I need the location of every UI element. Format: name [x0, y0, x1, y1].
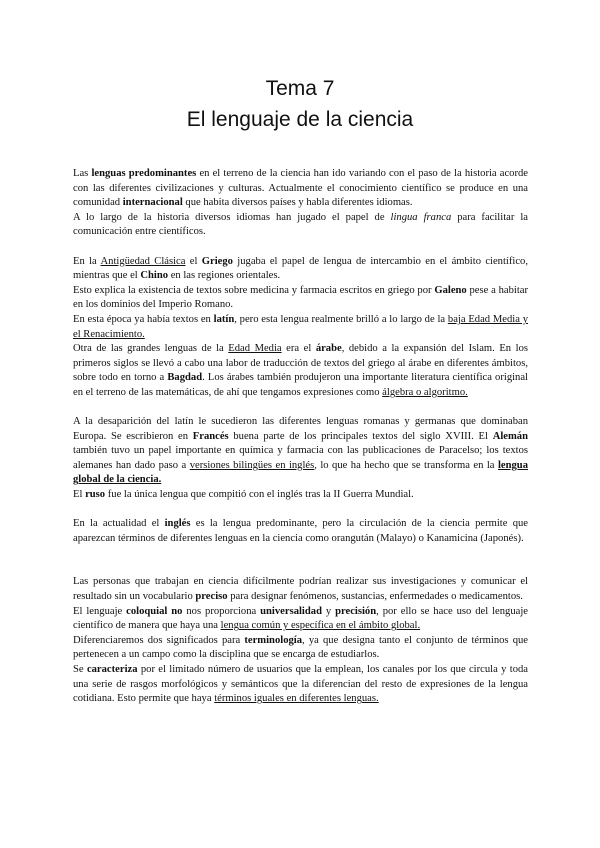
text-run: el: [185, 255, 202, 267]
text-run: en el terreno de la ciencia han ido variando con el paso de la historia acorde con las diferentes civilizaciones y culturas. Actualmente el conocimiento científico se produce en una comunidad: [73, 168, 529, 209]
body-paragraph: [73, 342, 528, 400]
title-line-2: El lenguaje de la ciencia: [186, 108, 414, 131]
body-paragraph: [73, 634, 528, 663]
bold-text: lenguas predominantes: [91, 168, 197, 179]
text-run: para designar fenómenos, sustancias, enfermedades o medicamentos.: [227, 591, 523, 603]
text-run: A lo largo de la historia diversos idiomas han jugado el papel de: [73, 211, 391, 223]
underlined-text: álgebra o algoritmo.: [382, 386, 468, 398]
text-run: fue la única lengua que compitió con el inglés tras la II Guerra Mundial.: [105, 489, 414, 501]
text-run: . Los árabes también produjeron una importante literatura científica original en el terreno de las matemáticas, de ahí que tengamos expresiones como: [73, 372, 528, 398]
text-run: A la desaparición del latín le sucedieron las diferentes lenguas romanas y germanas que dominaban Europa. Se escribieron en: [73, 416, 528, 442]
bold-text: Bagdad: [167, 372, 203, 384]
bold-text: Griego: [201, 255, 233, 267]
bold-underlined-text: lengua global de la ciencia.: [73, 459, 528, 486]
text-run: también tuvo un papel importante en química y farmacia con las publicaciones de Paracelso; los textos alemanes han dado paso a: [73, 445, 528, 471]
body-paragraph: [73, 211, 528, 240]
text-run: Las personas que trabajan en ciencia difícilmente podrían realizar sus investigaciones y comunicar el resultado sin un vocabulario: [73, 576, 528, 603]
text-run: Esto explica la existencia de textos sobre medicina y farmacia escritos en griego por: [73, 284, 435, 296]
underlined-text: Antigüedad Clásica: [100, 255, 186, 267]
text-run: El lenguaje: [73, 605, 127, 617]
body-paragraph: [73, 605, 528, 634]
text-run: El: [73, 489, 86, 501]
body-paragraph: [73, 415, 528, 488]
underlined-text: baja Edad Media y el Renacimiento.: [73, 313, 529, 340]
title-line-1: Tema 7: [265, 77, 335, 100]
bold-text: terminología: [244, 634, 303, 646]
body-paragraph: [73, 255, 528, 284]
text-run: que habita diversos países y habla diferentes idiomas.: [182, 197, 413, 209]
bold-text: Chino: [140, 270, 169, 282]
text-run: En la actualidad el: [73, 518, 165, 530]
text-run: en las regiones orientales.: [168, 270, 281, 282]
body-paragraph: [73, 517, 528, 546]
document-title: [0, 73, 600, 135]
text-run: , por ello se hace uso del lenguaje científico de manera que haya una: [73, 605, 528, 632]
text-run: Se: [73, 664, 87, 675]
underlined-text: versiones bilingües en inglés: [189, 459, 315, 471]
bold-text: preciso: [195, 591, 228, 603]
text-run: Diferenciaremos dos significados para: [73, 634, 245, 646]
paragraph-spacer: [73, 240, 528, 255]
bold-text: Francés: [192, 430, 229, 442]
underlined-text: lengua común y específica en el ámbito global.: [220, 620, 421, 632]
text-run: buena parte de los principales textos del siglo XVIII. El: [228, 430, 493, 442]
body-paragraph: [73, 284, 528, 313]
paragraph-spacer: [73, 401, 528, 416]
italic-text: lingua franca: [390, 211, 452, 223]
underlined-text: Edad Media: [228, 343, 282, 355]
bold-text: internacional: [122, 197, 183, 209]
text-run: , debido a la expansión del Islam. En los primeros siglos se llevó a cabo una labor de traducción de textos del griego al árabe en diferentes ámbitos, sobre todo en torno a: [73, 343, 528, 384]
bold-text: universalidad: [260, 605, 322, 617]
text-run: Otra de las grandes lenguas de la: [73, 343, 229, 355]
bold-text: coloquial no: [126, 605, 183, 617]
text-run: pese a habitar en los dominios del Imperio Romano.: [73, 284, 529, 311]
bold-text: árabe: [315, 343, 342, 355]
text-run: y: [321, 605, 336, 617]
text-run: Las: [73, 168, 92, 179]
body-paragraph: [73, 575, 528, 604]
bold-text: inglés: [164, 518, 191, 530]
body-paragraph: [73, 488, 528, 503]
bold-text: precisión: [335, 605, 377, 617]
bold-text: ruso: [85, 489, 106, 501]
text-run: , pero esta lengua realmente brilló a lo largo de la: [234, 313, 448, 325]
bold-text: caracteriza: [86, 664, 138, 675]
body-paragraph: [73, 167, 528, 211]
bold-text: Galeno: [434, 284, 467, 296]
text-run: para facilitar la comunicación entre científicos.: [73, 211, 528, 238]
text-run: nos proporciona: [182, 605, 261, 617]
text-run: jugaba el papel de lengua de intercambio en el ámbito científico, mientras que el: [73, 255, 528, 282]
body-paragraph: [73, 313, 528, 342]
text-run: era el: [281, 343, 316, 355]
text-run: , lo que ha hecho que se transforma en la: [314, 459, 498, 471]
bold-text: latín: [213, 313, 235, 325]
text-run: por el limitado número de usuarios que la emplean, los canales por los que circula y toda una serie de rasgos morfológicos y semánticos que la diferencian del resto de expresiones de la lengua cotidiana. Esto permite que haya: [73, 664, 528, 705]
body-paragraph: [73, 663, 528, 707]
text-run: , ya que designa tanto el conjunto de términos que pertenecen a un campo como la disciplina que se encarga de estudiarlos.: [73, 634, 528, 661]
text-run: En esta época ya había textos en: [73, 313, 214, 325]
document-body: [73, 167, 528, 707]
paragraph-spacer: [73, 546, 528, 575]
text-run: En la: [73, 255, 101, 267]
paragraph-spacer: [73, 503, 528, 518]
bold-text: Alemán: [492, 430, 528, 442]
underlined-text: términos iguales en diferentes lenguas.: [214, 693, 379, 705]
text-run: es la lengua predominante, pero la circulación de la ciencia permite que aparezcan términos de diferentes lenguas en la ciencia como orangután (Malayo) o Kanamicina (Japonés).: [73, 518, 528, 544]
